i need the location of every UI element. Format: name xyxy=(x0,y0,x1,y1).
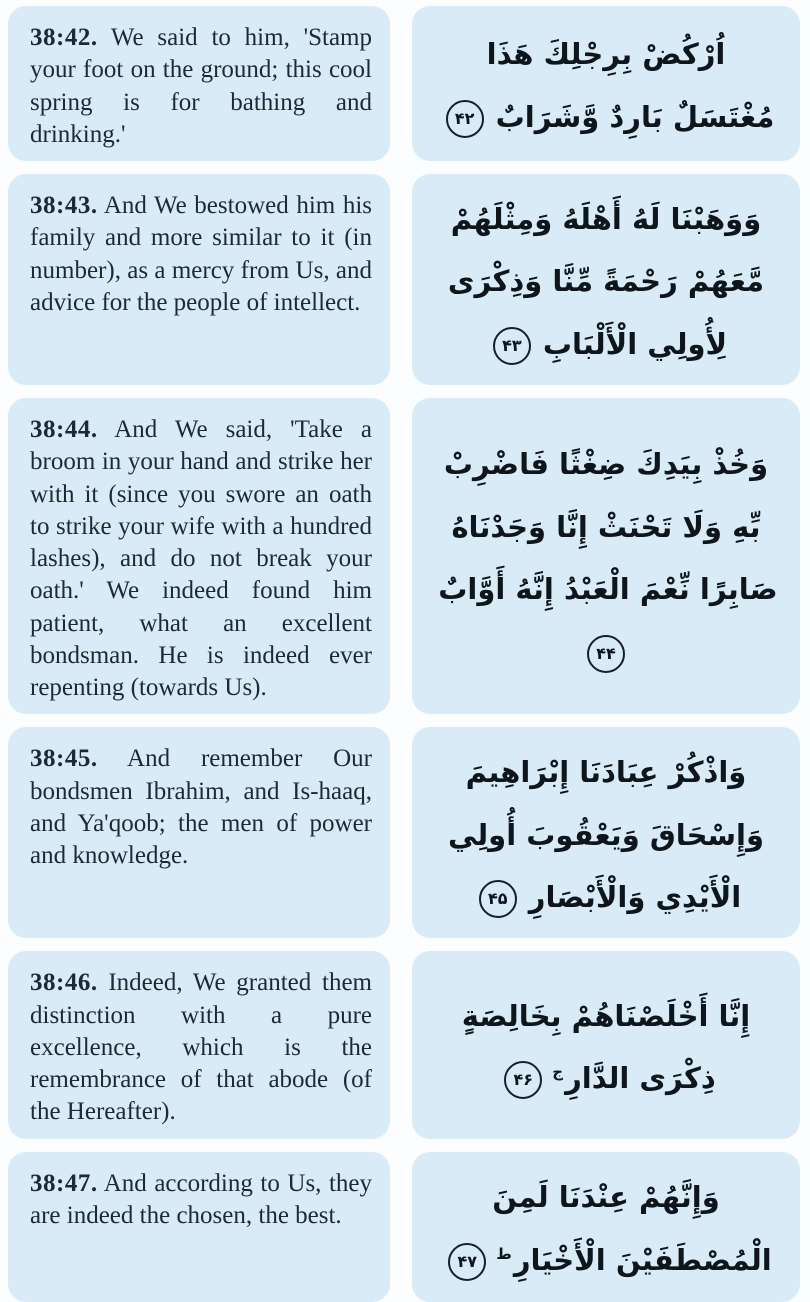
pause-mark: ج xyxy=(552,1063,564,1082)
verse-translation-text: And We said, 'Take a broom in your hand and strike her with it (since you swore an oath to strike your wife with a hundred lashes), and do not break your oath.' We indeed found him patient, what an excellent bondsman. He is indeed ever repenting (towards Us). xyxy=(30,416,372,702)
verse-number: ۴۳ xyxy=(502,335,522,355)
verse-arabic xyxy=(432,433,780,682)
verse-translation-text: And remember Our bondsmen Ibrahim, and Is-haaq, and Ya'qoob; the men of power and knowledge. xyxy=(30,745,372,870)
verse-number-badge xyxy=(587,635,625,673)
verse-translation xyxy=(30,967,372,1128)
verse-number-badge xyxy=(493,327,531,365)
verse-number-badge xyxy=(448,1243,486,1281)
verse-arabic-box xyxy=(412,727,800,938)
verse-arabic xyxy=(432,23,780,148)
verse-ref: 38:42. xyxy=(30,24,98,51)
pause-mark: ط xyxy=(496,1244,512,1263)
verse-arabic xyxy=(432,741,780,928)
verse-arabic-text: وَخُذْ بِيَدِكَ ضِغْثًا فَاضْرِبْ بِّهِ وَلَا تَحْنَثْ إِنَّا وَجَدْنَاهُ صَابِرًا نِّعْمَ الْعَبْدُ إِنَّهُ أَوَّابٌ xyxy=(438,447,778,607)
verse-number-badge xyxy=(504,1061,542,1099)
verse-translation xyxy=(30,414,372,704)
verse-arabic xyxy=(432,985,780,1110)
verse-ref: 38:46. xyxy=(30,969,98,997)
verse-arabic-text: إِنَّا أَخْلَصْنَاهُمْ بِخَالِصَةٍ ذِكْرَى الدَّارِ xyxy=(461,998,751,1095)
verse-number-badge xyxy=(479,880,517,918)
verses-grid xyxy=(8,6,800,1302)
verse-number: ۴۵ xyxy=(488,888,508,908)
verse-arabic-text: وَإِنَّهُمْ عِنْدَنَا لَمِنَ الْمُصْطَفَيْنَ الْأَخْيَارِ xyxy=(492,1180,772,1277)
verse-translation-box xyxy=(8,398,390,714)
verse-translation xyxy=(30,1168,372,1233)
verse-translation-text: Indeed, We granted them distinction with a pure excellence, which is the remembrance of that abode (of the Hereafter). xyxy=(30,969,373,1126)
verse-arabic-box xyxy=(412,398,800,714)
verse-arabic-box xyxy=(412,1152,800,1302)
verse-ref: 38:43. xyxy=(30,192,98,219)
verse-translation xyxy=(30,22,372,151)
verse-number: ۴۴ xyxy=(596,643,616,663)
verse-number: ۴۲ xyxy=(454,108,475,128)
verse-number-badge xyxy=(446,100,484,138)
verse-translation-text: And We bestowed him his family and more similar to it (in number), as a mercy from Us, and advice for the people of intellect. xyxy=(30,192,373,316)
verse-translation-box xyxy=(8,6,390,161)
verse-translation-box xyxy=(8,727,390,938)
verse-arabic-text: وَوَهَبْنَا لَهُ أَهْلَهُ وَمِثْلَهُمْ مَّعَهُمْ رَحْمَةً مِّنَّا وَذِكْرَى لِأُولِي الْأَلْبَابِ xyxy=(447,202,765,361)
verse-translation-box xyxy=(8,951,390,1138)
verse-arabic-text: وَاذْكُرْ عِبَادَنَا إِبْرَاهِيمَ وَإِسْحَاقَ وَيَعْقُوبَ أُولِي الْأَيْدِي وَالْأَبْصَارِ xyxy=(447,755,765,914)
verse-arabic-text: اُرْكُضْ بِرِجْلِكَ هَذَا مُغْتَسَلٌ بَارِدٌ وَّشَرَابٌ xyxy=(486,37,775,134)
verse-arabic xyxy=(432,1166,780,1291)
verse-translation-box xyxy=(8,1152,390,1302)
verse-number: ۴۷ xyxy=(457,1251,478,1271)
verse-arabic-box xyxy=(412,951,800,1138)
verse-ref: 38:45. xyxy=(30,745,98,773)
verse-translation-text: And according to Us, they are indeed the chosen, the best. xyxy=(30,1169,372,1229)
verse-arabic-box xyxy=(412,174,800,385)
verse-translation-box xyxy=(8,174,390,385)
verse-number: ۴۶ xyxy=(513,1069,534,1089)
verse-translation xyxy=(30,743,372,872)
verse-translation-text: We said to him, 'Stamp your foot on the ground; this cool spring is for bathing and drinking.' xyxy=(30,24,372,148)
verse-ref: 38:44. xyxy=(30,416,98,444)
verse-arabic-box xyxy=(412,6,800,161)
verse-ref: 38:47. xyxy=(30,1169,98,1197)
verse-translation xyxy=(30,190,372,319)
verse-arabic xyxy=(432,188,780,375)
